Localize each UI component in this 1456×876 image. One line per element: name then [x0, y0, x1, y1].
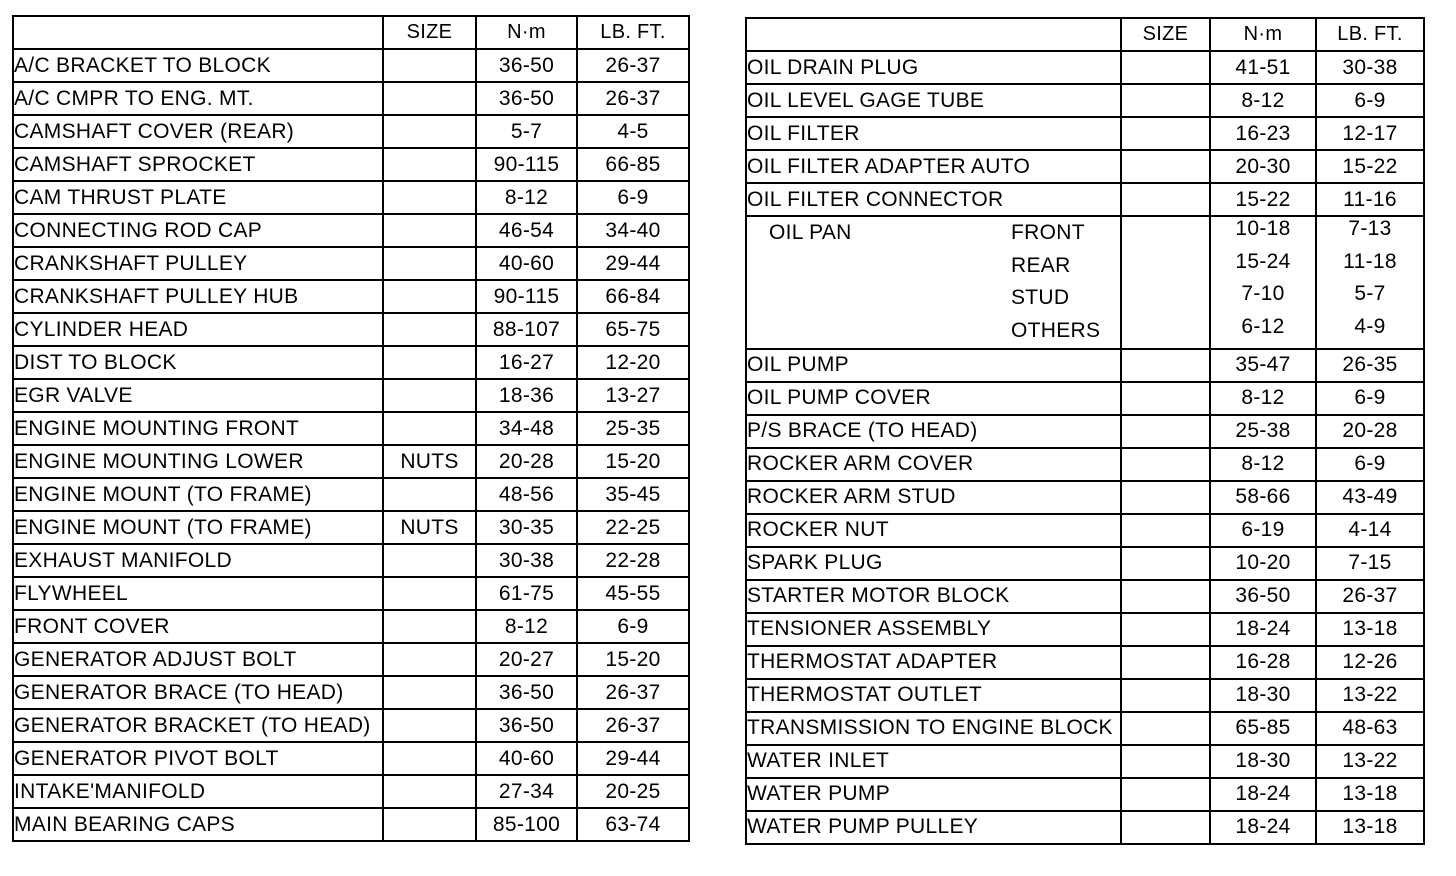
table-row: [746, 481, 1424, 514]
part-cell: SPARK PLUG: [746, 547, 1121, 580]
part-cell: EGR VALVE: [13, 379, 383, 412]
nm-cell: 46-54: [476, 214, 577, 247]
nm-cell: 30-38: [476, 544, 577, 577]
table-row: [13, 379, 689, 412]
oil-pan-value: 4-9: [1354, 315, 1386, 339]
table-row: [746, 745, 1424, 778]
nm-cell: 8-12: [476, 610, 577, 643]
lbft-cell: 13-27: [577, 379, 689, 412]
size-cell: [1121, 547, 1210, 580]
part-cell: CRANKSHAFT PULLEY HUB: [13, 280, 383, 313]
table-row: [13, 577, 689, 610]
oil-pan-value: 5-7: [1354, 282, 1386, 306]
part-cell: ENGINE MOUNT (TO FRAME): [13, 478, 383, 511]
part-cell: FLYWHEEL: [13, 577, 383, 610]
table-row: [746, 382, 1424, 415]
nm-cell: 8-12: [1210, 448, 1316, 481]
size-cell: [1121, 514, 1210, 547]
table-row: [13, 775, 689, 808]
lbft-cell: 6-9: [577, 181, 689, 214]
nm-cell: 16-27: [476, 346, 577, 379]
part-cell: A/C CMPR TO ENG. MT.: [13, 82, 383, 115]
part-cell: CYLINDER HEAD: [13, 313, 383, 346]
header-part: [13, 16, 383, 49]
table-row-oil-pan: [746, 216, 1424, 349]
size-cell: [1121, 613, 1210, 646]
lbft-cell: 12-26: [1316, 646, 1424, 679]
nm-cell: 40-60: [476, 742, 577, 775]
header-size: SIZE: [1121, 18, 1210, 51]
table-row: [746, 415, 1424, 448]
nm-cell: 8-12: [476, 181, 577, 214]
size-cell: [383, 643, 476, 676]
oil-pan-value: 7-13: [1348, 217, 1392, 240]
size-cell: [1121, 448, 1210, 481]
nm-cell: 10-20: [1210, 547, 1316, 580]
size-cell: [383, 610, 476, 643]
nm-cell: 16-28: [1210, 646, 1316, 679]
nm-cell: 30-35: [476, 511, 577, 544]
oil-pan-value: 7-10: [1241, 282, 1285, 306]
size-cell: [1121, 712, 1210, 745]
part-cell: EXHAUST MANIFOLD: [13, 544, 383, 577]
size-cell: [1121, 117, 1210, 150]
header-row: [13, 16, 689, 49]
size-cell: [1121, 51, 1210, 84]
nm-cell: 34-48: [476, 412, 577, 445]
lbft-cell: 11-16: [1316, 183, 1424, 216]
table-row: [13, 247, 689, 280]
lbft-cell: 12-17: [1316, 117, 1424, 150]
size-cell: [1121, 481, 1210, 514]
part-cell: TRANSMISSION TO ENGINE BLOCK: [746, 712, 1121, 745]
table-row: [746, 580, 1424, 613]
lbft-cell: 65-75: [577, 313, 689, 346]
table-row: [746, 448, 1424, 481]
part-cell: INTAKE'MANIFOLD: [13, 775, 383, 808]
part-cell: P/S BRACE (TO HEAD): [746, 415, 1121, 448]
lbft-cell: 15-22: [1316, 150, 1424, 183]
header-lbft: LB. FT.: [1316, 18, 1424, 51]
lbft-cell: 13-22: [1316, 679, 1424, 712]
nm-cell: 90-115: [476, 148, 577, 181]
part-cell: CAM THRUST PLATE: [13, 181, 383, 214]
part-cell: THERMOSTAT OUTLET: [746, 679, 1121, 712]
nm-cell: 36-50: [476, 82, 577, 115]
part-cell: ROCKER ARM COVER: [746, 448, 1121, 481]
nm-cell: 16-23: [1210, 117, 1316, 150]
oil-pan-sub-label: FRONT: [1011, 221, 1085, 244]
lbft-cell: 34-40: [577, 214, 689, 247]
part-cell: ROCKER ARM STUD: [746, 481, 1121, 514]
table-row: [746, 349, 1424, 382]
part-cell: CAMSHAFT COVER (REAR): [13, 115, 383, 148]
lbft-cell: 26-37: [577, 49, 689, 82]
oil-pan-value: 15-24: [1235, 249, 1291, 273]
size-cell: [1121, 183, 1210, 216]
table-row: [746, 646, 1424, 679]
torque-table-left: [12, 15, 690, 842]
table-row: [746, 51, 1424, 84]
oil-pan-value: 11-18: [1343, 249, 1397, 273]
lbft-cell: 26-37: [1316, 580, 1424, 613]
lbft-cell: 29-44: [577, 247, 689, 280]
lbft-cell: 22-25: [577, 511, 689, 544]
lbft-cell: 12-20: [577, 346, 689, 379]
nm-cell: 18-30: [1210, 745, 1316, 778]
lbft-cell: 30-38: [1316, 51, 1424, 84]
table-row: [746, 514, 1424, 547]
size-cell: [1121, 679, 1210, 712]
table-row: [746, 778, 1424, 811]
size-cell: [383, 247, 476, 280]
nm-cell: 25-38: [1210, 415, 1316, 448]
lbft-cell: 66-85: [577, 148, 689, 181]
lbft-cell: 66-84: [577, 280, 689, 313]
part-cell: A/C BRACKET TO BLOCK: [13, 49, 383, 82]
part-cell: STARTER MOTOR BLOCK: [746, 580, 1121, 613]
part-cell: ENGINE MOUNTING LOWER: [13, 445, 383, 478]
part-cell: ENGINE MOUNTING FRONT: [13, 412, 383, 445]
table-row: [13, 115, 689, 148]
oil-pan-sub-label: STUD: [1011, 286, 1070, 310]
header-nm: N·m: [1210, 18, 1316, 51]
size-cell: [383, 214, 476, 247]
part-cell: OIL FILTER ADAPTER AUTO: [746, 150, 1121, 183]
torque-table-right: [745, 17, 1425, 845]
nm-cell: 36-50: [1210, 580, 1316, 613]
size-cell: [1121, 349, 1210, 382]
table-row: [13, 709, 689, 742]
size-cell: [383, 181, 476, 214]
size-cell: [383, 313, 476, 346]
size-cell: [1121, 216, 1210, 349]
table-row: [746, 150, 1424, 183]
part-cell: GENERATOR PIVOT BOLT: [13, 742, 383, 775]
size-cell: [383, 676, 476, 709]
table-row: [13, 445, 689, 478]
table-row: [746, 811, 1424, 844]
size-cell: [1121, 811, 1210, 844]
lbft-cell: 4-5: [577, 115, 689, 148]
lbft-cell: 20-28: [1316, 415, 1424, 448]
size-cell: [1121, 382, 1210, 415]
lbft-cell: 13-18: [1316, 613, 1424, 646]
part-cell: GENERATOR BRACKET (TO HEAD): [13, 709, 383, 742]
table-row: [13, 643, 689, 676]
table-row: [13, 181, 689, 214]
size-cell: [1121, 84, 1210, 117]
part-cell: OIL LEVEL GAGE TUBE: [746, 84, 1121, 117]
nm-cell: 41-51: [1210, 51, 1316, 84]
header-row: [746, 18, 1424, 51]
nm-cell: 5-7: [476, 115, 577, 148]
lbft-cell: 6-9: [1316, 84, 1424, 117]
table-row: [13, 313, 689, 346]
part-cell: OIL PUMP: [746, 349, 1121, 382]
nm-cell: 18-24: [1210, 778, 1316, 811]
nm-cell: 36-50: [476, 676, 577, 709]
table-row: [13, 808, 689, 841]
part-cell: OIL FILTER: [746, 117, 1121, 150]
size-cell: [383, 478, 476, 511]
oil-pan-value: 6-12: [1241, 315, 1285, 339]
table-row: [13, 412, 689, 445]
nm-cell: 90-115: [476, 280, 577, 313]
nm-cell: 15-22: [1210, 183, 1316, 216]
size-cell: [1121, 646, 1210, 679]
lbft-cell: 6-9: [1316, 382, 1424, 415]
nm-cell: 18-24: [1210, 811, 1316, 844]
part-cell: GENERATOR ADJUST BOLT: [13, 643, 383, 676]
table-row: [13, 478, 689, 511]
part-cell: MAIN BEARING CAPS: [13, 808, 383, 841]
nm-cell: 20-27: [476, 643, 577, 676]
oil-pan-sub-label: REAR: [1011, 253, 1071, 277]
nm-cell: 58-66: [1210, 481, 1316, 514]
part-cell: WATER PUMP PULLEY: [746, 811, 1121, 844]
part-cell: ENGINE MOUNT (TO FRAME): [13, 511, 383, 544]
nm-cell: 20-30: [1210, 150, 1316, 183]
lbft-cell: 26-37: [577, 82, 689, 115]
table-row: [746, 117, 1424, 150]
lbft-cell: 48-63: [1316, 712, 1424, 745]
table-row: [13, 148, 689, 181]
lbft-cell: 4-14: [1316, 514, 1424, 547]
part-cell: THERMOSTAT ADAPTER: [746, 646, 1121, 679]
nm-cell: 18-30: [1210, 679, 1316, 712]
table-row: [746, 547, 1424, 580]
nm-cell: 8-12: [1210, 382, 1316, 415]
size-cell: [383, 775, 476, 808]
nm-cell: 61-75: [476, 577, 577, 610]
table-row: [13, 511, 689, 544]
part-cell: OIL PUMP COVER: [746, 382, 1121, 415]
size-cell: [383, 808, 476, 841]
size-cell: [383, 280, 476, 313]
nm-cell: 85-100: [476, 808, 577, 841]
size-cell: [383, 82, 476, 115]
size-cell: [383, 544, 476, 577]
lbft-cell: 6-9: [1316, 448, 1424, 481]
part-cell: CAMSHAFT SPROCKET: [13, 148, 383, 181]
part-cell: OIL FILTER CONNECTOR: [746, 183, 1121, 216]
oil-pan-label: OIL PAN: [769, 221, 852, 244]
nm-cell: 8-12: [1210, 84, 1316, 117]
lbft-cell: 26-37: [577, 676, 689, 709]
table-row: [13, 346, 689, 379]
table-row: [13, 544, 689, 577]
lbft-cell: 45-55: [577, 577, 689, 610]
lbft-cell: 13-22: [1316, 745, 1424, 778]
lbft-cell: 26-35: [1316, 349, 1424, 382]
header-size: SIZE: [383, 16, 476, 49]
lbft-cell: 20-25: [577, 775, 689, 808]
size-cell: [383, 742, 476, 775]
lbft-cell: 22-28: [577, 544, 689, 577]
lbft-cell: 7-15: [1316, 547, 1424, 580]
nm-cell: 35-47: [1210, 349, 1316, 382]
nm-cell: 6-19: [1210, 514, 1316, 547]
table-row: [13, 676, 689, 709]
size-cell: [383, 709, 476, 742]
size-cell: [383, 577, 476, 610]
size-cell: [1121, 745, 1210, 778]
size-cell: [383, 412, 476, 445]
part-cell: TENSIONER ASSEMBLY: [746, 613, 1121, 646]
table-row: [746, 613, 1424, 646]
part-cell: WATER INLET: [746, 745, 1121, 778]
nm-cell: 40-60: [476, 247, 577, 280]
part-cell: [746, 216, 1121, 349]
size-cell: NUTS: [383, 511, 476, 544]
nm-cell: 48-56: [476, 478, 577, 511]
lbft-cell: [1316, 216, 1424, 349]
oil-pan-sub-label: OTHERS: [1011, 319, 1101, 343]
lbft-cell: 63-74: [577, 808, 689, 841]
nm-cell: 18-24: [1210, 613, 1316, 646]
nm-cell: 36-50: [476, 49, 577, 82]
part-cell: CONNECTING ROD CAP: [13, 214, 383, 247]
table-row: [746, 84, 1424, 117]
nm-cell: 36-50: [476, 709, 577, 742]
nm-cell: [1210, 216, 1316, 349]
nm-cell: 18-36: [476, 379, 577, 412]
nm-cell: 88-107: [476, 313, 577, 346]
part-cell: ROCKER NUT: [746, 514, 1121, 547]
table-row: [13, 49, 689, 82]
part-cell: DIST TO BLOCK: [13, 346, 383, 379]
nm-cell: 20-28: [476, 445, 577, 478]
table-row: [13, 280, 689, 313]
table-row: [13, 742, 689, 775]
nm-cell: 65-85: [1210, 712, 1316, 745]
lbft-cell: 25-35: [577, 412, 689, 445]
lbft-cell: 43-49: [1316, 481, 1424, 514]
size-cell: [383, 148, 476, 181]
size-cell: [1121, 150, 1210, 183]
oil-pan-value: 10-18: [1235, 217, 1291, 240]
header-nm: N·m: [476, 16, 577, 49]
part-cell: OIL DRAIN PLUG: [746, 51, 1121, 84]
size-cell: NUTS: [383, 445, 476, 478]
lbft-cell: 6-9: [577, 610, 689, 643]
size-cell: [1121, 580, 1210, 613]
size-cell: [1121, 415, 1210, 448]
lbft-cell: 26-37: [577, 709, 689, 742]
size-cell: [383, 49, 476, 82]
header-part: [746, 18, 1121, 51]
lbft-cell: 13-18: [1316, 778, 1424, 811]
table-row: [746, 712, 1424, 745]
part-cell: GENERATOR BRACE (TO HEAD): [13, 676, 383, 709]
table-row: [746, 183, 1424, 216]
size-cell: [1121, 778, 1210, 811]
nm-cell: 27-34: [476, 775, 577, 808]
part-cell: CRANKSHAFT PULLEY: [13, 247, 383, 280]
lbft-cell: 35-45: [577, 478, 689, 511]
table-row: [13, 610, 689, 643]
lbft-cell: 15-20: [577, 643, 689, 676]
size-cell: [383, 346, 476, 379]
table-row: [746, 679, 1424, 712]
lbft-cell: 29-44: [577, 742, 689, 775]
size-cell: [383, 115, 476, 148]
part-cell: FRONT COVER: [13, 610, 383, 643]
table-row: [13, 214, 689, 247]
lbft-cell: 15-20: [577, 445, 689, 478]
part-cell: WATER PUMP: [746, 778, 1121, 811]
lbft-cell: 13-18: [1316, 811, 1424, 844]
table-row: [13, 82, 689, 115]
size-cell: [383, 379, 476, 412]
header-lbft: LB. FT.: [577, 16, 689, 49]
